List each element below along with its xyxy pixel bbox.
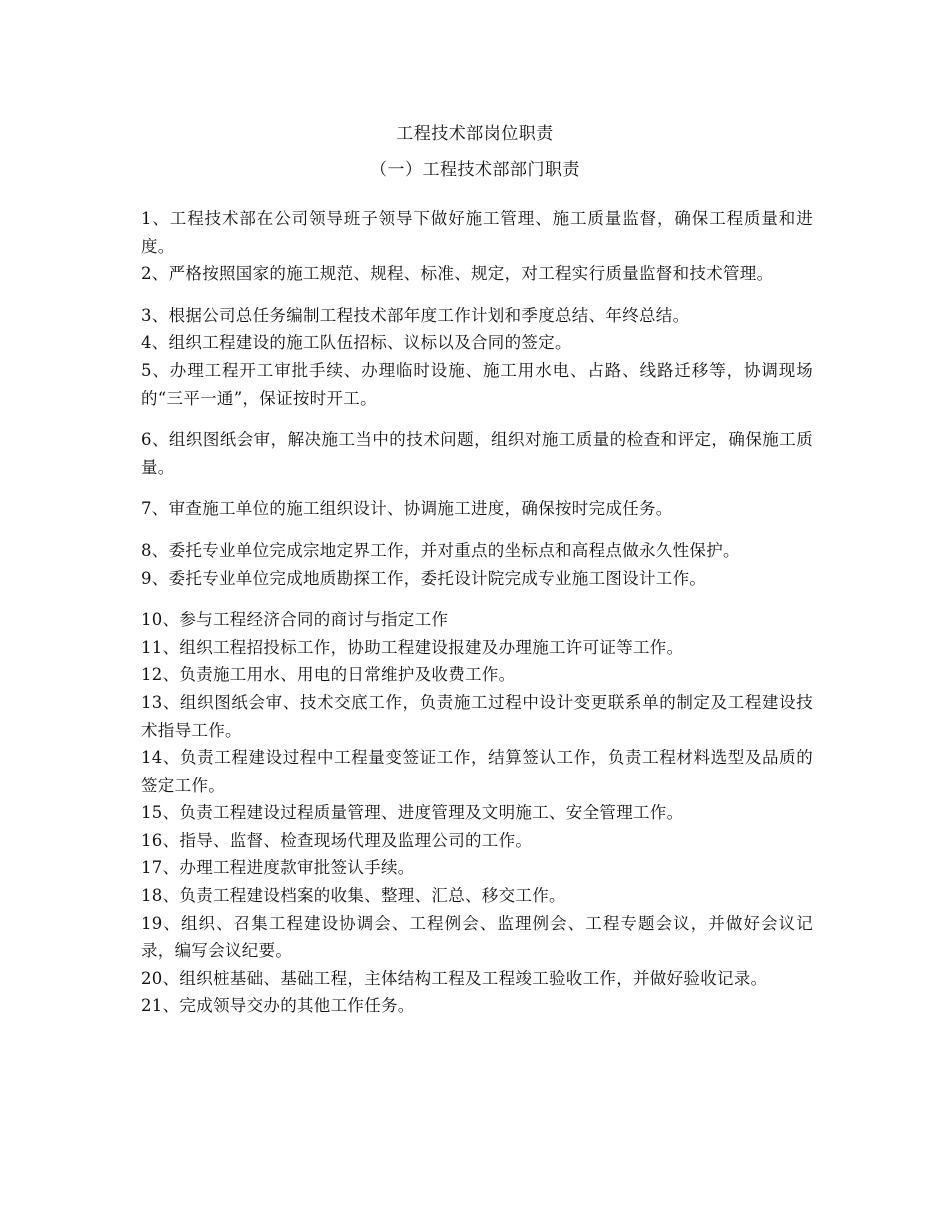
duty-item: 11、组织工程招投标工作，协助工程建设报建及办理施工许可证等工作。 (141, 637, 684, 657)
duty-item: 17、办理工程进度款审批签认手续。 (141, 858, 415, 878)
duty-item: 20、组织桩基础、基础工程，主体结构工程及工程竣工验收工作，并做好验收记录。 (141, 968, 768, 988)
duty-item: 8、委托专业单位完成宗地定界工作，并对重点的坐标点和高程点做永久性保护。 (141, 540, 740, 560)
duty-item: 10、参与工程经济合同的商讨与指定工作 (141, 610, 449, 630)
duty-item: 2、严格按照国家的施工规范、规程、标准、规定，对工程实行质量监督和技术管理。 (141, 264, 774, 284)
duty-item: 12、负责施工用水、用电的日常维护及收费工作。 (141, 665, 516, 685)
duty-item: 6、组织图纸会审，解决施工当中的技术问题，组织对施工质量的检查和评定，确保施工质量。 (141, 430, 813, 477)
section-heading: （一）工程技术部部门职责 (370, 160, 580, 180)
duty-item: 19、组织、召集工程建设协调会、工程例会、监理例会、工程专题会议，并做好会议记录，编写会议纪要。 (141, 913, 813, 961)
document-title: 工程技术部岗位职责 (396, 124, 554, 144)
duty-item: 14、负责工程建设过程中工程量变签证工作，结算签认工作，负责工程材料选型及品质的签定工作。 (141, 748, 813, 795)
duty-item: 1、工程技术部在公司领导班子领导下做好施工管理、施工质量监督，确保工程质量和进度。 (141, 209, 813, 256)
duty-item: 21、完成领导交办的其他工作任务。 (141, 996, 415, 1016)
duty-item: 7、审查施工单位的施工组织设计、协调施工进度，确保按时完成任务。 (141, 499, 673, 519)
duty-item: 9、委托专业单位完成地质勘探工作，委托设计院完成专业施工图设计工作。 (141, 568, 707, 588)
duty-item: 15、负责工程建设过程质量管理、进度管理及文明施工、安全管理工作。 (141, 803, 684, 823)
duty-item: 16、指导、监督、检查现场代理及监理公司的工作。 (141, 830, 533, 850)
duty-item: 18、负责工程建设档案的收集、整理、汇总、移交工作。 (141, 886, 566, 906)
duty-list (141, 205, 813, 1020)
duty-item: 5、办理工程开工审批手续、办理临时设施、施工用水电、占路、线路迁移等，协调现场的“三平一通”，保证按时开工。 (141, 360, 813, 408)
duty-item: 4、组织工程建设的施工队伍招标、议标以及合同的签定。 (141, 333, 572, 353)
duty-item: 13、组织图纸会审、技术交底工作，负责施工过程中设计变更联系单的制定及工程建设技术指导工作。 (141, 692, 813, 740)
duty-item: 3、根据公司总任务编制工程技术部年度工作计划和季度总结、年终总结。 (141, 305, 690, 325)
